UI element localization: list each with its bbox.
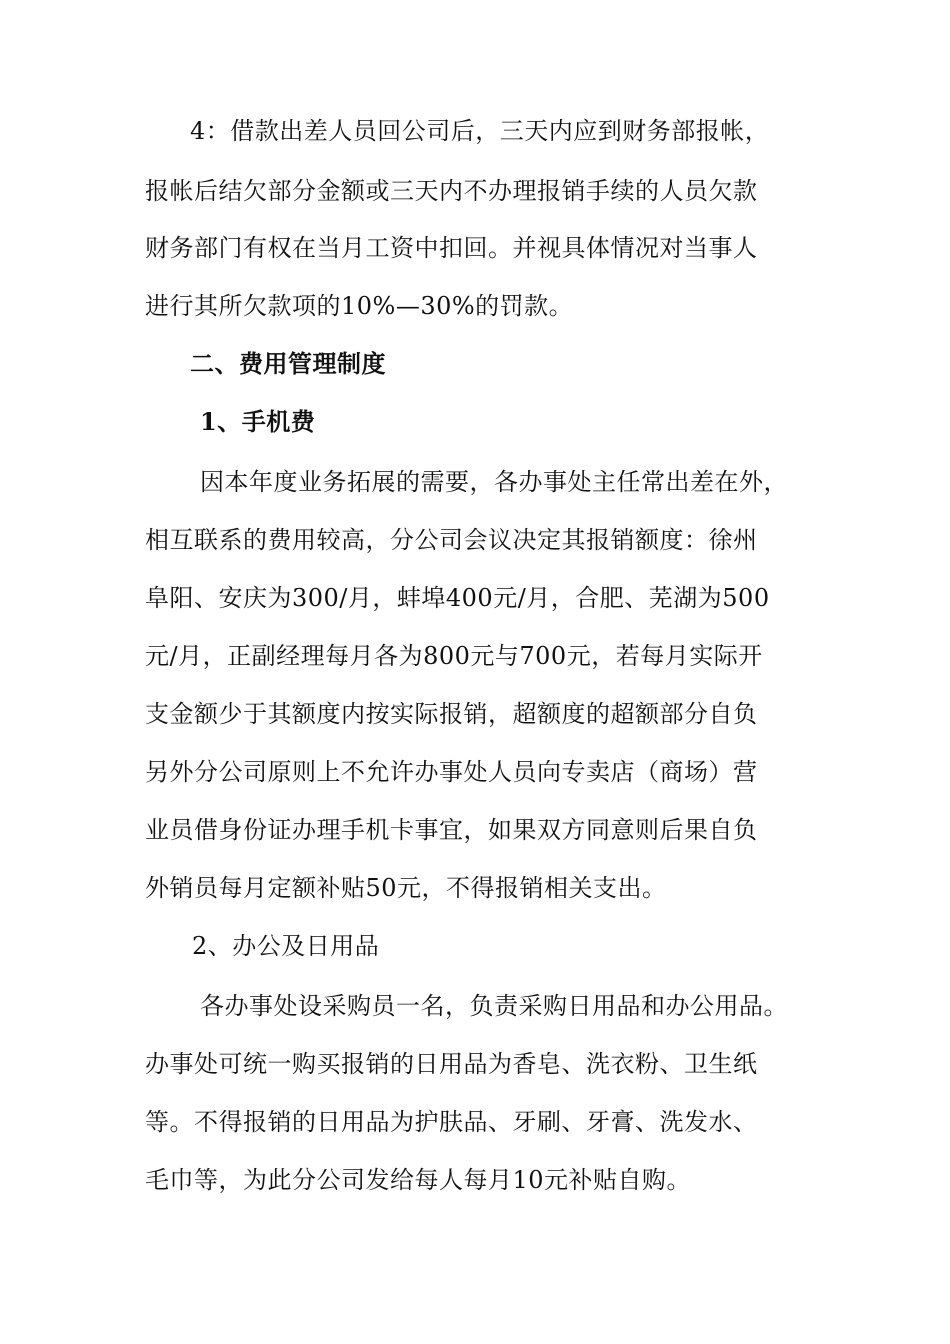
subsection-2-line-3: 等。不得报销的日用品为护肤品、牙刷、牙膏、洗发水、 <box>145 1108 758 1136</box>
subsection-2-heading: 2、办公及日用品 <box>192 932 380 960</box>
subsection-1-line-4: 元/月，正副经理每月各为800元与700元，若每月实际开 <box>145 642 763 670</box>
subsection-1-line-8: 外销员每月定额补贴50元，不得报销相关支出。 <box>145 874 667 902</box>
paragraph-4-line-2: 报帐后结欠部分金额或三天内不办理报销手续的人员欠款 <box>145 177 758 205</box>
subsection-1-line-5: 支金额少于其额度内按实际报销，超额度的超额部分自负 <box>145 700 758 728</box>
paragraph-4-line-3: 财务部门有权在当月工资中扣回。并视具体情况对当事人 <box>145 234 758 262</box>
subsection-1-line-1: 因本年度业务拓展的需要，各办事处主任常出差在外， <box>200 468 788 496</box>
subsection-2-line-4: 毛巾等，为此分公司发给每人每月10元补贴自购。 <box>145 1166 692 1194</box>
subsection-2-line-1: 各办事处设采购员一名，负责采购日用品和办公用品。 <box>200 992 788 1020</box>
subsection-2-line-2: 办事处可统一购买报销的日用品为香皂、洗衣粉、卫生纸 <box>145 1050 758 1078</box>
paragraph-4-line-4: 进行其所欠款项的10%—30%的罚款。 <box>145 292 574 320</box>
section-heading: 二、费用管理制度 <box>190 349 386 378</box>
paragraph-4-line-1: 4：借款出差人员回公司后，三天内应到财务部报帐， <box>190 117 770 145</box>
subsection-1-line-7: 业员借身份证办理手机卡事宜，如果双方同意则后果自负 <box>145 816 758 844</box>
subsection-1-line-6: 另外分公司原则上不允许办事处人员向专卖店（商场）营 <box>145 758 758 786</box>
subsection-1-heading: 1、手机费 <box>200 407 316 436</box>
subsection-1-line-3: 阜阳、安庆为300/月，蚌埠400元/月，合肥、芜湖为500 <box>145 584 770 612</box>
subsection-1-line-2: 相互联系的费用较高，分公司会议决定其报销额度：徐州 <box>145 526 758 554</box>
